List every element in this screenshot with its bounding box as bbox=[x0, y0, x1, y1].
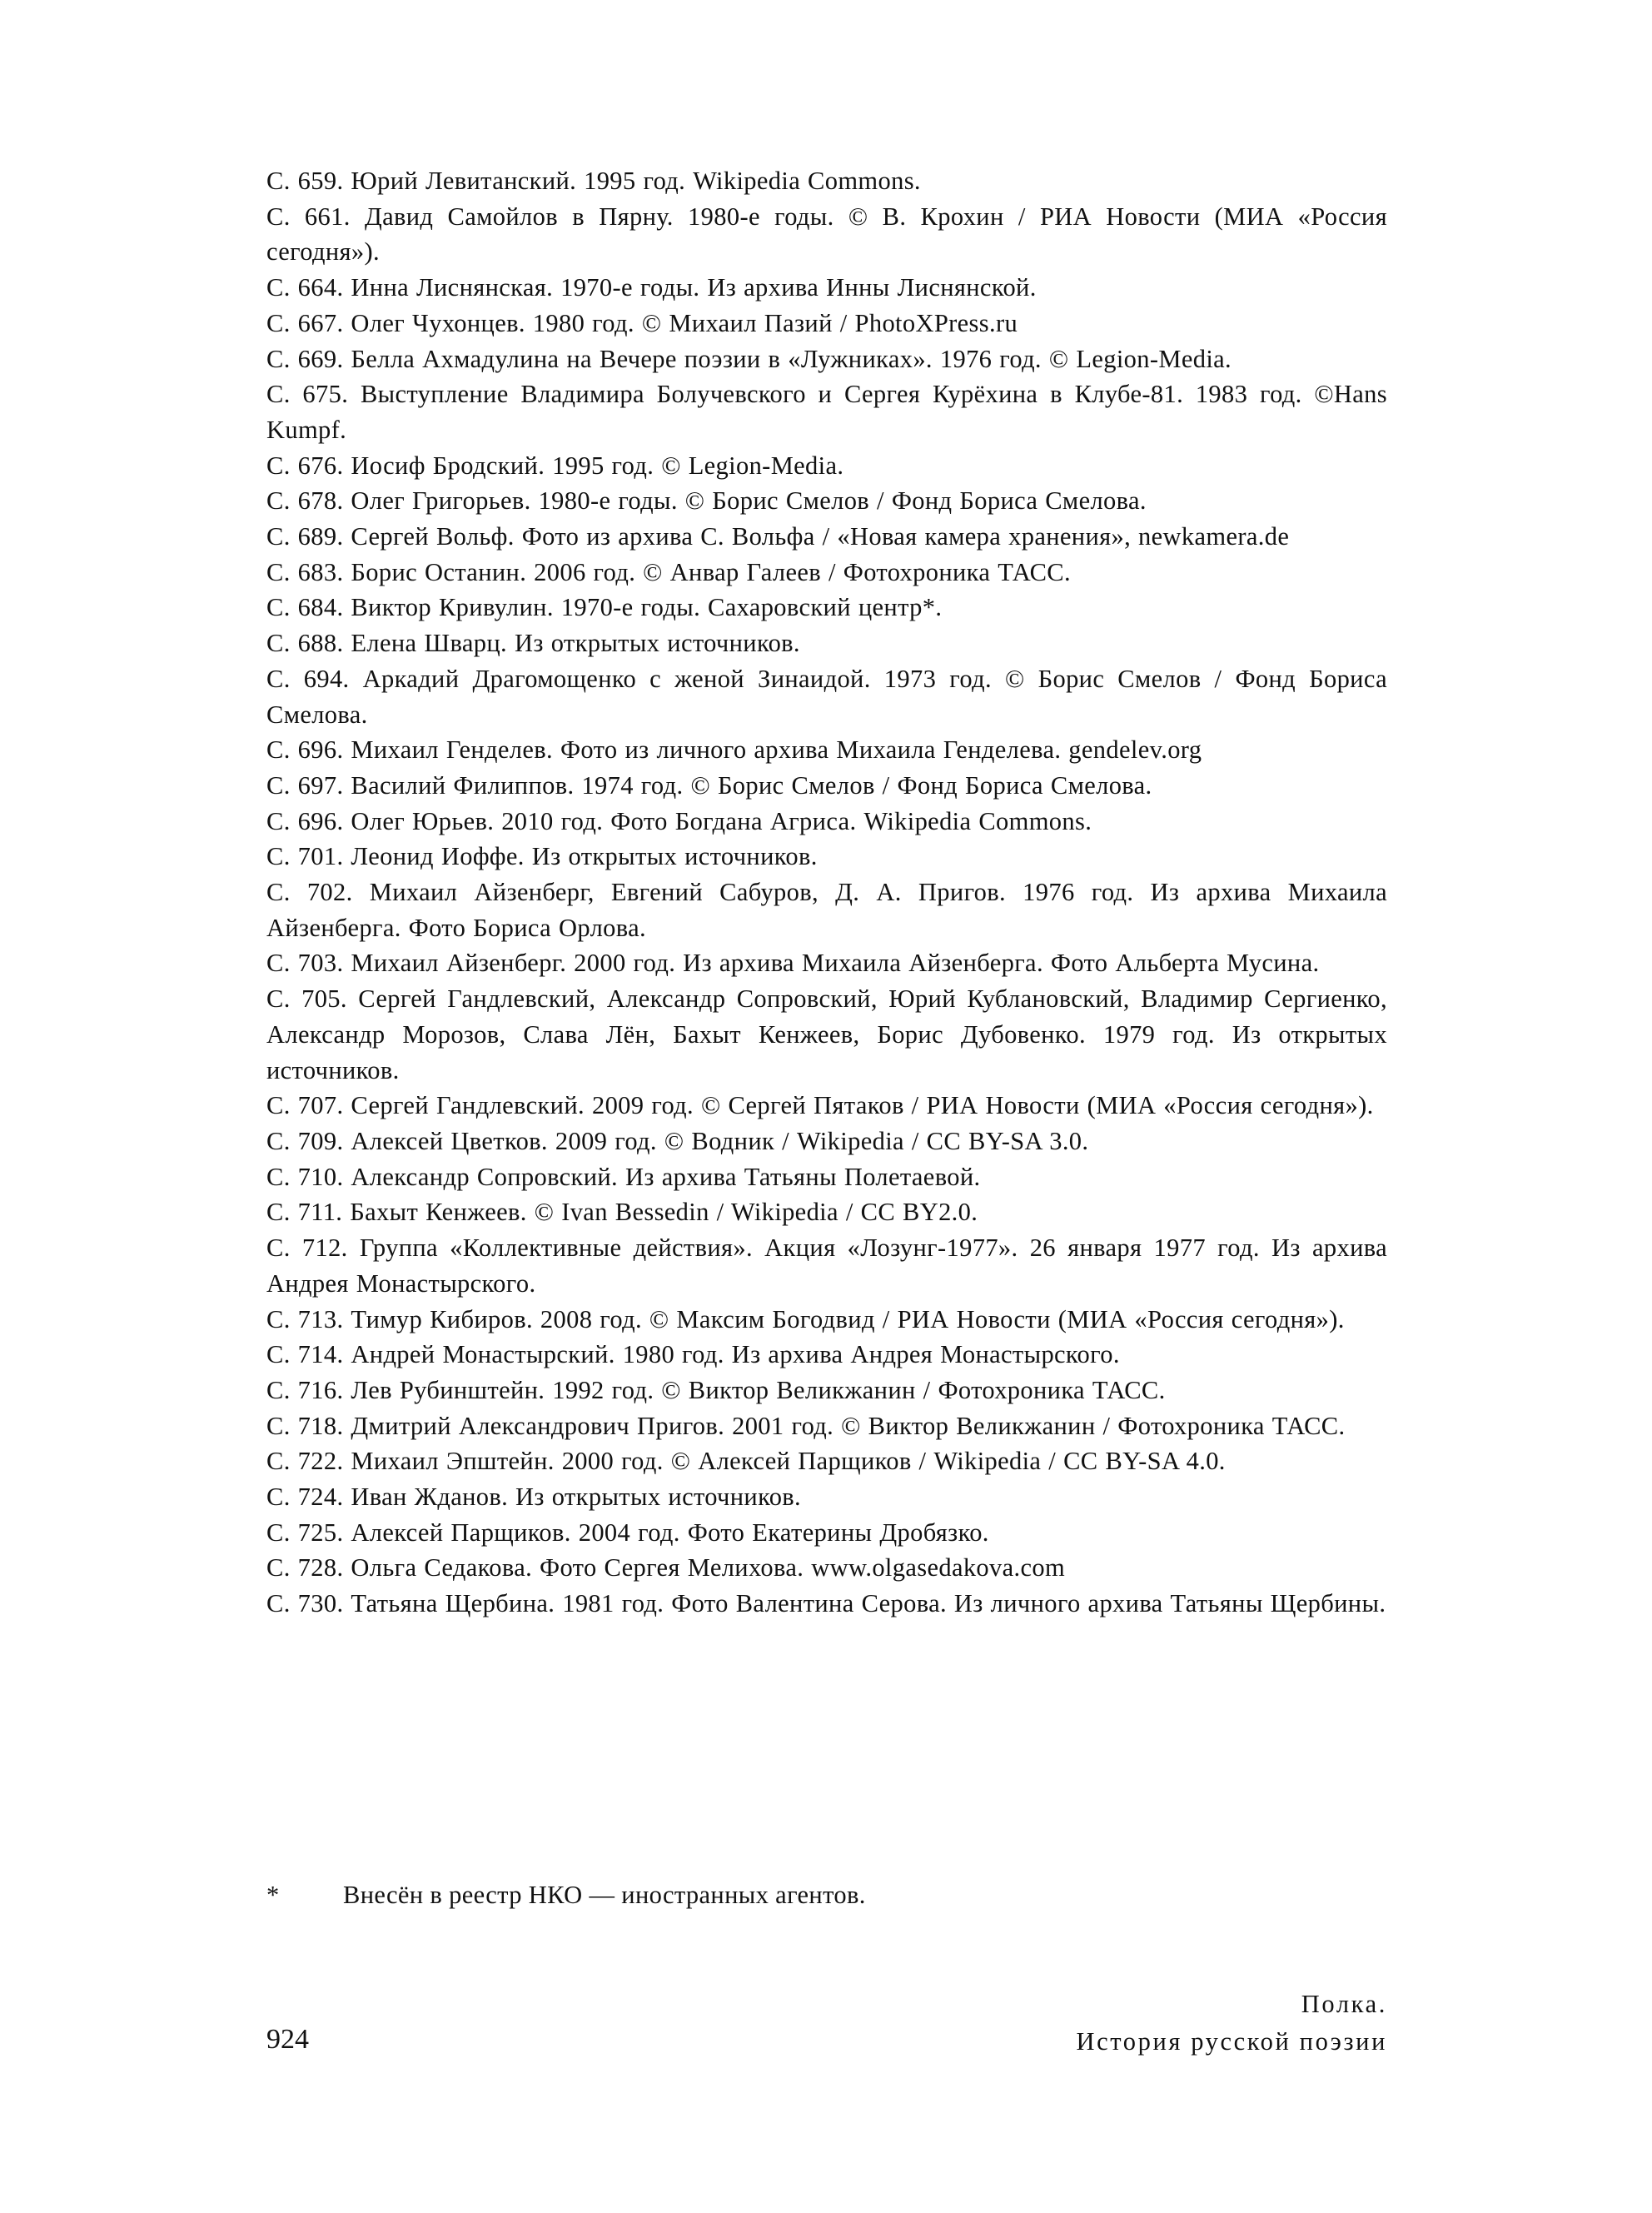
credit-entry: С. 675. Выступление Владимира Болучевского и Сергея Курёхина в Клубе-81. 1983 год. ©Hans Kumpf. bbox=[266, 380, 1387, 444]
credit-entry: С. 678. Олег Григорьев. 1980-е годы. © Борис Смелов / Фонд Бориса Смелова. bbox=[266, 486, 1147, 516]
credit-entry: С. 664. Инна Лиснянская. 1970-е годы. Из архива Инны Лиснянской. bbox=[266, 273, 1037, 302]
credit-entry: С. 701. Леонид Иоффе. Из открытых источников. bbox=[266, 842, 818, 871]
credit-entry: С. 718. Дмитрий Александрович Пригов. 2001 год. © Виктор Великжанин / Фотохроника ТАСС. bbox=[266, 1411, 1346, 1440]
footnote-text: Внесён в реестр НКО — иностранных агентов. bbox=[343, 1881, 866, 1909]
running-title bbox=[1076, 1986, 1387, 2061]
credit-entry: С. 710. Александр Сопровский. Из архива Татьяны Полетаевой. bbox=[266, 1162, 981, 1191]
credit-entry: С. 724. Иван Жданов. Из открытых источников. bbox=[266, 1483, 802, 1512]
credit-entry: С. 728. Ольга Седакова. Фото Сергея Мелихова. www.olgasedakova.com bbox=[266, 1553, 1066, 1582]
running-title-line-1: Полка. bbox=[1301, 1990, 1387, 2018]
credit-entry: С. 712. Группа «Коллективные действия». Акция «Лозунг-1977». 26 января 1977 год. Из архива Андрея Монастырского. bbox=[266, 1234, 1387, 1298]
credit-entry: С. 714. Андрей Монастырский. 1980 год. Из архива Андрея Монастырского. bbox=[266, 1340, 1120, 1369]
credit-entry: С. 725. Алексей Парщиков. 2004 год. Фото Екатерины Дробязко. bbox=[266, 1518, 989, 1547]
credit-entry: С. 709. Алексей Цветков. 2009 год. © Водник / Wikipedia / CC BY-SA 3.0. bbox=[266, 1126, 1089, 1155]
credit-entry: С. 694. Аркадий Драгомощенко с женой Зинаидой. 1973 год. © Борис Смелов / Фонд Бориса Смелова. bbox=[266, 664, 1387, 729]
running-title-line-2: История русской поэзии bbox=[1076, 2027, 1387, 2056]
credit-entry: С. 697. Василий Филиппов. 1974 год. © Борис Смелов / Фонд Бориса Смелова. bbox=[266, 770, 1152, 800]
credit-entry: С. 676. Иосиф Бродский. 1995 год. © Legion-Media. bbox=[266, 451, 844, 480]
photo-credits-list bbox=[266, 163, 1387, 1622]
credit-entry: С. 702. Михаил Айзенберг, Евгений Сабуров, Д. А. Пригов. 1976 год. Из архива Михаила Айзенберга. Фото Бориса Орлова. bbox=[266, 878, 1387, 942]
credit-entry: С. 667. Олег Чухонцев. 1980 год. © Михаил Пазий / PhotoXPress.ru bbox=[266, 308, 1018, 337]
credit-entry: С. 689. Сергей Вольф. Фото из архива С. Вольфа / «Новая камера хранения», newkamera.de bbox=[266, 522, 1290, 551]
credit-entry: С. 707. Сергей Гандлевский. 2009 год. © Сергей Пятаков / РИА Новости (МИА «Россия сегодня»). bbox=[266, 1091, 1374, 1120]
credit-entry: С. 696. Олег Юрьев. 2010 год. Фото Богдана Агриса. Wikipedia Commons. bbox=[266, 806, 1092, 835]
credit-entry: С. 684. Виктор Кривулин. 1970-е годы. Сахаровский центр*. bbox=[266, 593, 943, 622]
credit-entry: С. 722. Михаил Эпштейн. 2000 год. © Алексей Парщиков / Wikipedia / CC BY-SA 4.0. bbox=[266, 1447, 1226, 1476]
credit-entry: С. 659. Юрий Левитанский. 1995 год. Wikipedia Commons. bbox=[266, 167, 921, 195]
credit-entry: С. 683. Борис Останин. 2006 год. © Анвар Галеев / Фотохроника ТАСС. bbox=[266, 557, 1071, 586]
credit-entry: С. 661. Давид Самойлов в Пярну. 1980-е годы. © В. Крохин / РИА Новости (МИА «Россия сегодня»). bbox=[266, 202, 1387, 267]
credit-entry: С. 688. Елена Шварц. Из открытых источников. bbox=[266, 629, 800, 658]
footnote bbox=[266, 1877, 1387, 1912]
credit-entry: С. 696. Михаил Генделев. Фото из личного архива Михаила Генделева. gendelev.org bbox=[266, 735, 1202, 765]
credit-entry: С. 703. Михаил Айзенберг. 2000 год. Из архива Михаила Айзенберга. Фото Альберта Мусина. bbox=[266, 949, 1320, 978]
credit-entry: С. 730. Татьяна Щербина. 1981 год. Фото Валентина Серова. Из личного архива Татьяны Щербины. bbox=[266, 1589, 1386, 1618]
credit-entry: С. 716. Лев Рубинштейн. 1992 год. © Виктор Великжанин / Фотохроника ТАСС. bbox=[266, 1375, 1166, 1404]
credit-entry: С. 705. Сергей Гандлевский, Александр Сопровский, Юрий Кублановский, Владимир Сергиенко, Александр Морозов, Слава Лён, Бахыт Кенжеев, Борис Дубовенко. 1979 год. Из открытых источников. bbox=[266, 984, 1387, 1084]
credit-entry: С. 713. Тимур Кибиров. 2008 год. © Максим Богодвид / РИА Новости (МИА «Россия сегодня»). bbox=[266, 1304, 1345, 1333]
page-number: 924 bbox=[266, 2024, 309, 2055]
credit-entry: С. 711. Бахыт Кенжеев. © Ivan Bessedin / Wikipedia / CC BY2.0. bbox=[266, 1198, 978, 1227]
footnote-asterisk: * bbox=[266, 1881, 280, 1909]
credit-entry: С. 669. Белла Ахмадулина на Вечере поэзии в «Лужниках». 1976 год. © Legion-Media. bbox=[266, 344, 1232, 373]
